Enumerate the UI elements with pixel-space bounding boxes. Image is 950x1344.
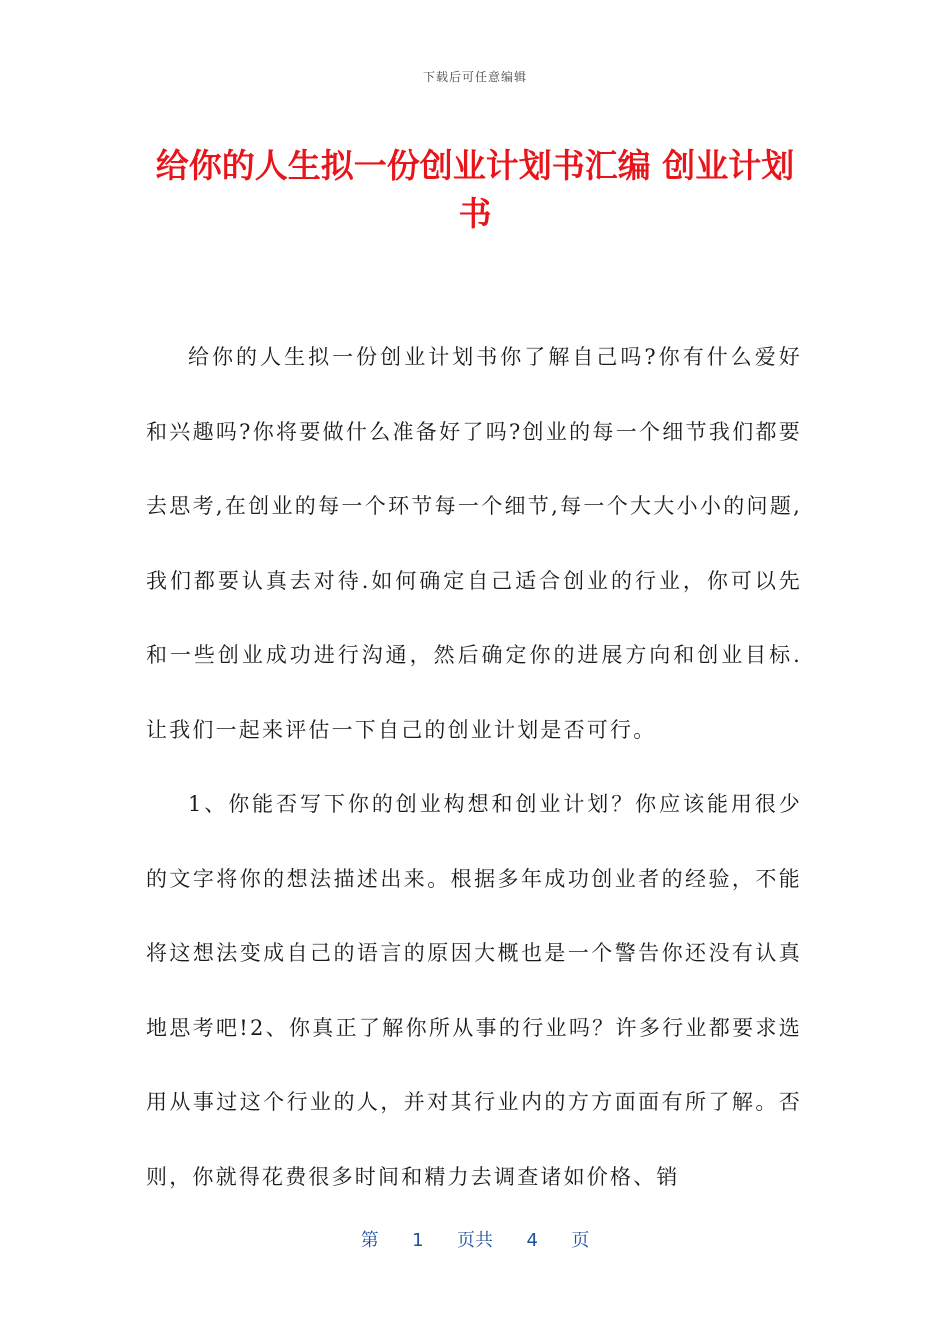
footer-total-pages: 4	[526, 1230, 538, 1251]
footer-current-page: 1	[412, 1230, 424, 1251]
paragraph-2: 1、你能否写下你的创业构想和创业计划？你应该能用很少的文字将你的想法描述出来。根据多年成功创业者的经验，不能将这想法变成自己的语言的原因大概也是一个警告你还没有认真地思考吧!2、你真正了解你所从事的行业吗？许多行业都要求选用从事过这个行业的人，并对其行业内的方方面面有所了解。否则，你就得花费很多时间和精力去调查诸如价格、销	[146, 792, 802, 1189]
header-note: 下载后可任意编辑	[422, 70, 527, 84]
page-footer	[0, 1226, 950, 1252]
footer-suffix: 页	[571, 1230, 590, 1251]
footer-prefix: 第	[360, 1230, 379, 1251]
footer-middle: 页共	[457, 1230, 493, 1251]
document-body	[146, 320, 802, 1214]
page-title: 给你的人生拟一份创业计划书汇编 创业计划书	[155, 146, 795, 233]
paragraph-1: 给你的人生拟一份创业计划书你了解自己吗?你有什么爱好和兴趣吗?你将要做什么准备好了吗?创业的每一个细节我们都要去思考,在创业的每一个环节每一个细节,每一个大大小小的问题,我们都要认真去对待.如何确定自己适合创业的行业，你可以先和一些创业成功进行沟通，然后确定你的进展方向和创业目标.让我们一起来评估一下自己的创业计划是否可行。	[146, 345, 802, 742]
